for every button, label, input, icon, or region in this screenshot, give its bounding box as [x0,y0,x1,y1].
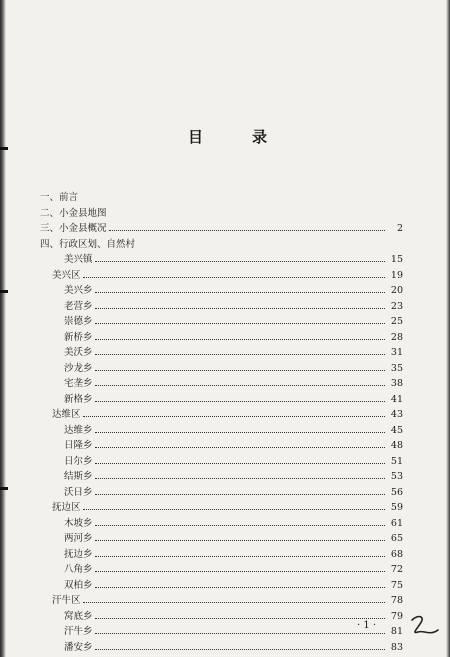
toc-entry-label: 双柏乡 [64,579,93,591]
dot-leader [95,392,385,402]
toc-entry-label: 潘安乡 [64,641,93,653]
toc-entry-page: 41 [390,393,403,405]
dot-leader [95,469,385,479]
dot-leader [83,500,385,510]
toc-section [40,221,403,235]
toc-district [52,268,403,282]
toc-section [40,190,403,204]
toc-entry-page: 23 [390,300,403,312]
toc-entry-label: 老营乡 [64,300,93,312]
toc-entry-page: 31 [390,347,403,358]
toc-entry-page: 19 [390,269,403,281]
toc-entry-label: 一、前言 [40,192,79,203]
dot-leader [95,283,385,293]
toc-entry-label: 木坡乡 [64,517,93,529]
binding-mark [0,487,8,490]
toc-entry-page: 2 [396,223,403,234]
page-number: · 1 · [357,620,377,631]
toc-entry-label: 汗牛乡 [64,626,93,637]
binding-mark [0,147,8,150]
toc-entry-page: 56 [390,486,403,498]
toc-entry-label: 美兴乡 [64,285,93,296]
toc-entry-page: 81 [390,626,403,637]
toc-entry-page: 79 [390,610,403,622]
dot-leader [95,609,385,619]
handwritten-mark [408,612,442,640]
toc-entry-page: 72 [390,564,403,575]
toc-township [64,392,403,406]
toc-entry-label: 崇德乡 [64,316,93,327]
toc-entry-page: 20 [390,285,403,296]
toc-entry-page: 35 [390,362,403,374]
dot-leader [109,221,385,231]
toc-entry-page: 38 [390,378,403,389]
toc-entry-page: 28 [390,331,403,343]
toc-district [52,593,403,607]
toc-entry-label: 日隆乡 [64,440,93,451]
toc-entry-label: 抚边乡 [64,548,93,560]
toc-entry-page: 43 [390,409,403,420]
dot-leader [95,454,385,464]
dot-leader [95,330,385,340]
toc-entry-label: 汗牛区 [52,595,81,606]
dot-leader [95,361,385,371]
toc-entry-page: 25 [390,316,403,327]
toc-entry-label: 宅垄乡 [64,378,93,389]
dot-leader [95,578,385,588]
toc-township [64,516,403,530]
toc-entry-page: 51 [390,455,403,467]
dot-leader [95,438,385,448]
toc-entry-label: 二、小金县地图 [40,207,107,219]
dot-leader [95,531,385,541]
toc-section [40,237,403,251]
dot-leader [95,562,385,572]
toc-district [52,500,403,514]
toc-entry-page: 59 [390,502,403,513]
toc-township [64,345,403,359]
dot-leader [83,407,385,417]
toc-entry-page: 68 [390,548,403,560]
toc-entry-page: 78 [390,595,403,606]
toc-entry-page: 53 [390,471,403,482]
dot-leader [95,299,385,309]
toc-entry-page: 61 [390,517,403,529]
toc-township [64,609,403,623]
toc-section [40,206,403,220]
dot-leader [83,593,385,603]
dot-leader [95,376,385,386]
toc-township [64,469,403,483]
scan-edge-right [446,0,450,657]
dot-leader [95,423,385,433]
toc-township [64,376,403,390]
dot-leader [95,640,385,650]
toc-entry-label: 新桥乡 [64,331,93,343]
toc-entry-page: 48 [390,440,403,451]
toc-township [64,299,403,313]
toc-entry-label: 美兴镇 [64,254,93,265]
toc-entry-page: 45 [390,424,403,436]
toc-township [64,283,403,297]
page-title-char-2: 录 [252,128,270,146]
toc-township [64,330,403,344]
dot-leader [95,624,385,634]
dot-leader [95,485,385,495]
toc-entry-label: 八角乡 [64,564,93,575]
toc-township [64,640,403,654]
toc-entry-label: 美沃乡 [64,347,93,358]
toc-township [64,562,403,576]
dot-leader [83,268,385,278]
toc-entry-label: 达维区 [52,409,81,420]
toc-entry-label: 达维乡 [64,424,93,436]
dot-leader [95,314,385,324]
toc-township [64,423,403,437]
toc-township [64,361,403,375]
dot-leader [95,345,385,355]
toc-township [64,252,403,266]
toc-township [64,454,403,468]
toc-entry-label: 四、行政区划、自然村 [40,238,136,250]
toc-entry-page: 83 [390,641,403,653]
toc-entry-label: 新格乡 [64,393,93,405]
toc-entry-label: 两河乡 [64,533,93,544]
toc-township [64,485,403,499]
dot-leader [95,547,385,557]
toc-entry-label: 三、小金县概况 [40,223,107,234]
toc-district [52,407,403,421]
toc-entry-label: 抚边区 [52,502,81,513]
dot-leader [95,252,385,262]
page-title-char-1: 目 [188,128,206,146]
toc-township [64,547,403,561]
toc-township [64,314,403,328]
scan-edge-left [0,0,6,657]
dot-leader [95,516,385,526]
toc-township [64,578,403,592]
toc-entry-label: 窝底乡 [64,610,93,622]
toc-entry-label: 沃日乡 [64,486,93,498]
toc-entry-label: 沙龙乡 [64,362,93,374]
toc-entry-label: 美兴区 [52,269,81,281]
toc-entry-page: 15 [390,254,403,265]
binding-mark [0,290,8,293]
toc-entry-label: 结斯乡 [64,471,93,482]
toc-entry-page: 65 [390,533,403,544]
toc-township [64,624,403,638]
toc-entry-label: 日尔乡 [64,455,93,467]
toc-township [64,531,403,545]
toc-township [64,438,403,452]
toc-entry-page: 75 [390,579,403,591]
